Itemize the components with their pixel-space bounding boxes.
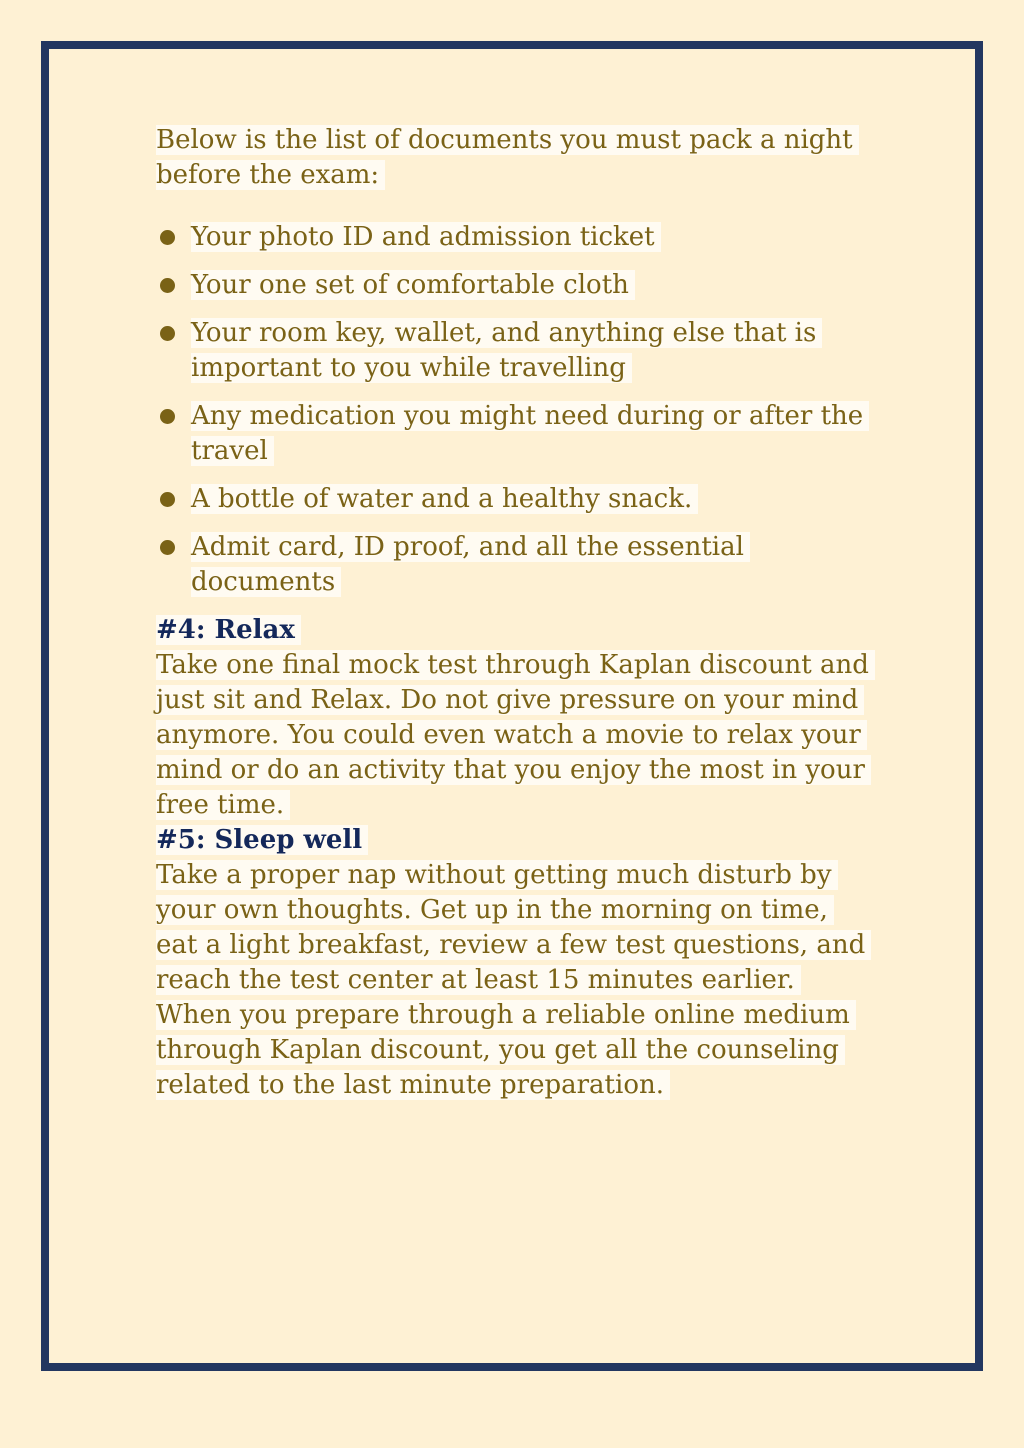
bullet-icon: [160, 492, 175, 507]
checklist-item: A bottle of water and a healthy snack.: [156, 482, 876, 517]
checklist-item: Admit card, ID proof, and all the essential documents: [156, 530, 876, 600]
document-content: [156, 123, 876, 1103]
bullet-icon: [160, 278, 175, 293]
bullet-icon: [160, 540, 175, 555]
section-heading-sleep-well: #5: Sleep well: [156, 823, 876, 858]
closing-paragraph: When you prepare through a reliable online medium through Kaplan discount, you get all the counseling related to the last minute preparation.: [156, 998, 876, 1103]
bullet-icon: [160, 409, 175, 424]
relax-paragraph: Take one final mock test through Kaplan discount and just sit and Relax. Do not give pressure on your mind anymore. You could even watch a movie to relax your mind or do an activity that you enjoy the most in your free time.: [156, 648, 876, 823]
checklist-item: Your photo ID and admission ticket: [156, 220, 876, 255]
checklist-item: Any medication you might need during or after the travel: [156, 399, 876, 469]
section-heading-relax: #4: Relax: [156, 613, 876, 648]
bullet-icon: [160, 326, 175, 341]
bullet-icon: [160, 230, 175, 245]
documents-checklist: [156, 220, 876, 600]
sleep-paragraph: Take a proper nap without getting much disturb by your own thoughts. Get up in the morning on time, eat a light breakfast, review a few test questions, and reach the test center at least 15 minutes earlier.: [156, 858, 876, 998]
checklist-item: Your one set of comfortable cloth: [156, 268, 876, 303]
intro-paragraph: Below is the list of documents you must pack a night before the exam:: [156, 123, 876, 193]
checklist-item: Your room key, wallet, and anything else that is important to you while travelling: [156, 316, 876, 386]
